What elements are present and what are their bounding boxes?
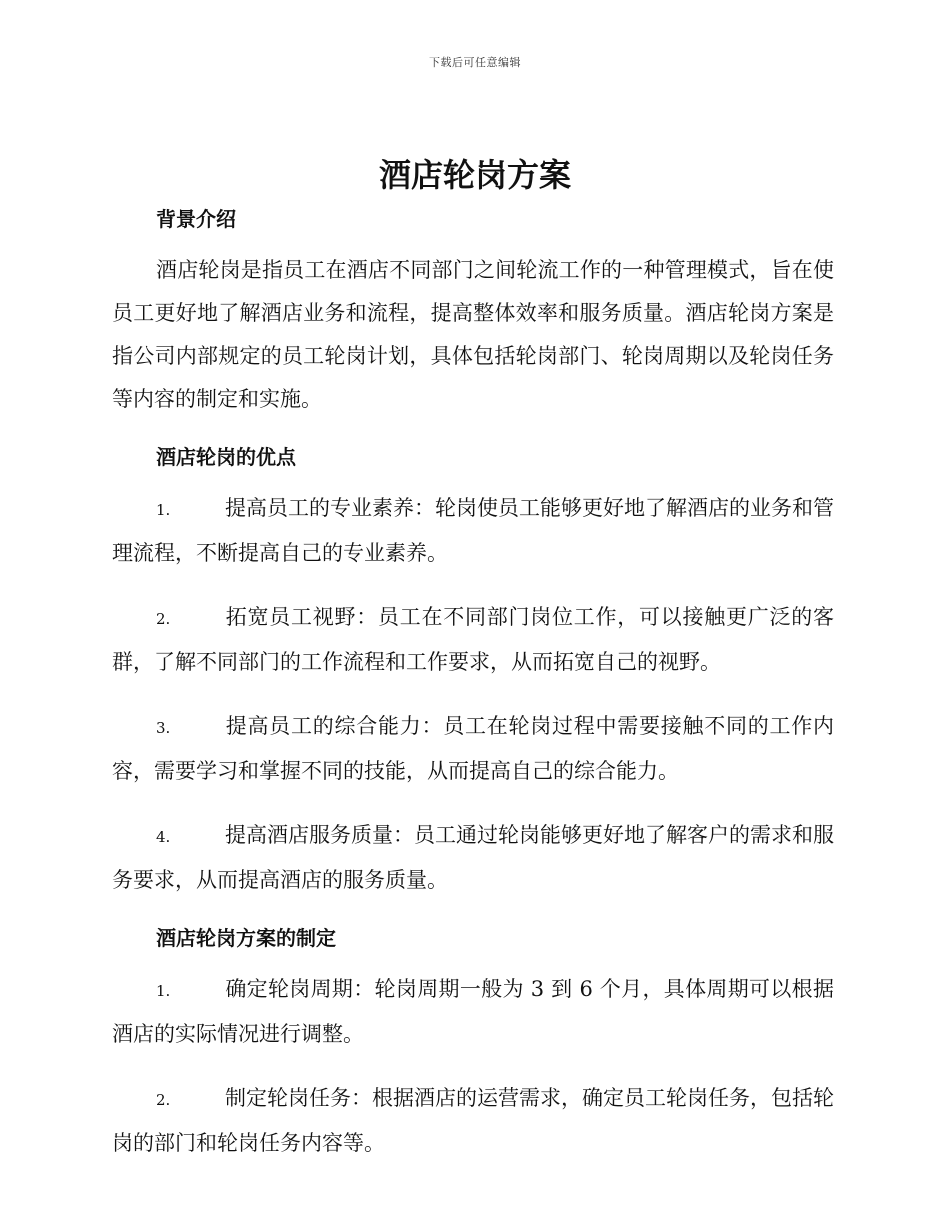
list-item xyxy=(112,487,834,575)
section-heading-formulation: 酒店轮岗方案的制定 xyxy=(156,926,336,950)
list-item-text: 拓宽员工视野：员工在不同部门岗位工作，可以接触更广泛的客群，了解不同部门的工作流程和工作要求，从而拓宽自己的视野。 xyxy=(112,605,834,674)
section-heading-background: 背景介绍 xyxy=(156,207,236,231)
page-header-note: 下载后可任意编辑 xyxy=(429,56,521,69)
list-item xyxy=(112,705,834,793)
list-item-text: 制定轮岗任务：根据酒店的运营需求，确定员工轮岗任务，包括轮岗的部门和轮岗任务内容等。 xyxy=(112,1086,834,1155)
document-body xyxy=(112,203,834,1165)
list-item-text: 提高员工的专业素养：轮岗使员工能够更好地了解酒店的业务和管理流程，不断提高自己的专业素养。 xyxy=(112,496,834,565)
list-item-text: 提高员工的综合能力：员工在轮岗过程中需要接触不同的工作内容，需要学习和掌握不同的技能，从而提高自己的综合能力。 xyxy=(112,714,834,783)
list-item-number: 2. xyxy=(156,610,171,628)
list-item-number: 1. xyxy=(156,501,171,519)
list-item-text: 确定轮岗周期：轮岗周期一般为 3 到 6 个月，具体周期可以根据酒店的实际情况进行调整。 xyxy=(112,977,834,1046)
section-heading-advantages: 酒店轮岗的优点 xyxy=(156,445,296,469)
list-item-number: 4. xyxy=(156,828,171,846)
list-item-number: 3. xyxy=(156,719,171,737)
document-title: 酒店轮岗方案 xyxy=(378,156,571,194)
list-item-number: 1. xyxy=(156,982,171,1000)
list-item-text: 提高酒店服务质量：员工通过轮岗能够更好地了解客户的需求和服务要求，从而提高酒店的服务质量。 xyxy=(112,823,834,892)
list-item xyxy=(112,596,834,684)
background-paragraph: 酒店轮岗是指员工在酒店不同部门之间轮流工作的一种管理模式，旨在使员工更好地了解酒店业务和流程，提高整体效率和服务质量。酒店轮岗方案是指公司内部规定的员工轮岗计划，具体包括轮岗部门、轮岗周期以及轮岗任务等内容的制定和实施。 xyxy=(112,258,834,411)
list-item xyxy=(112,814,834,902)
list-item xyxy=(112,1077,834,1165)
list-item xyxy=(112,968,834,1056)
list-item-number: 2. xyxy=(156,1091,171,1109)
